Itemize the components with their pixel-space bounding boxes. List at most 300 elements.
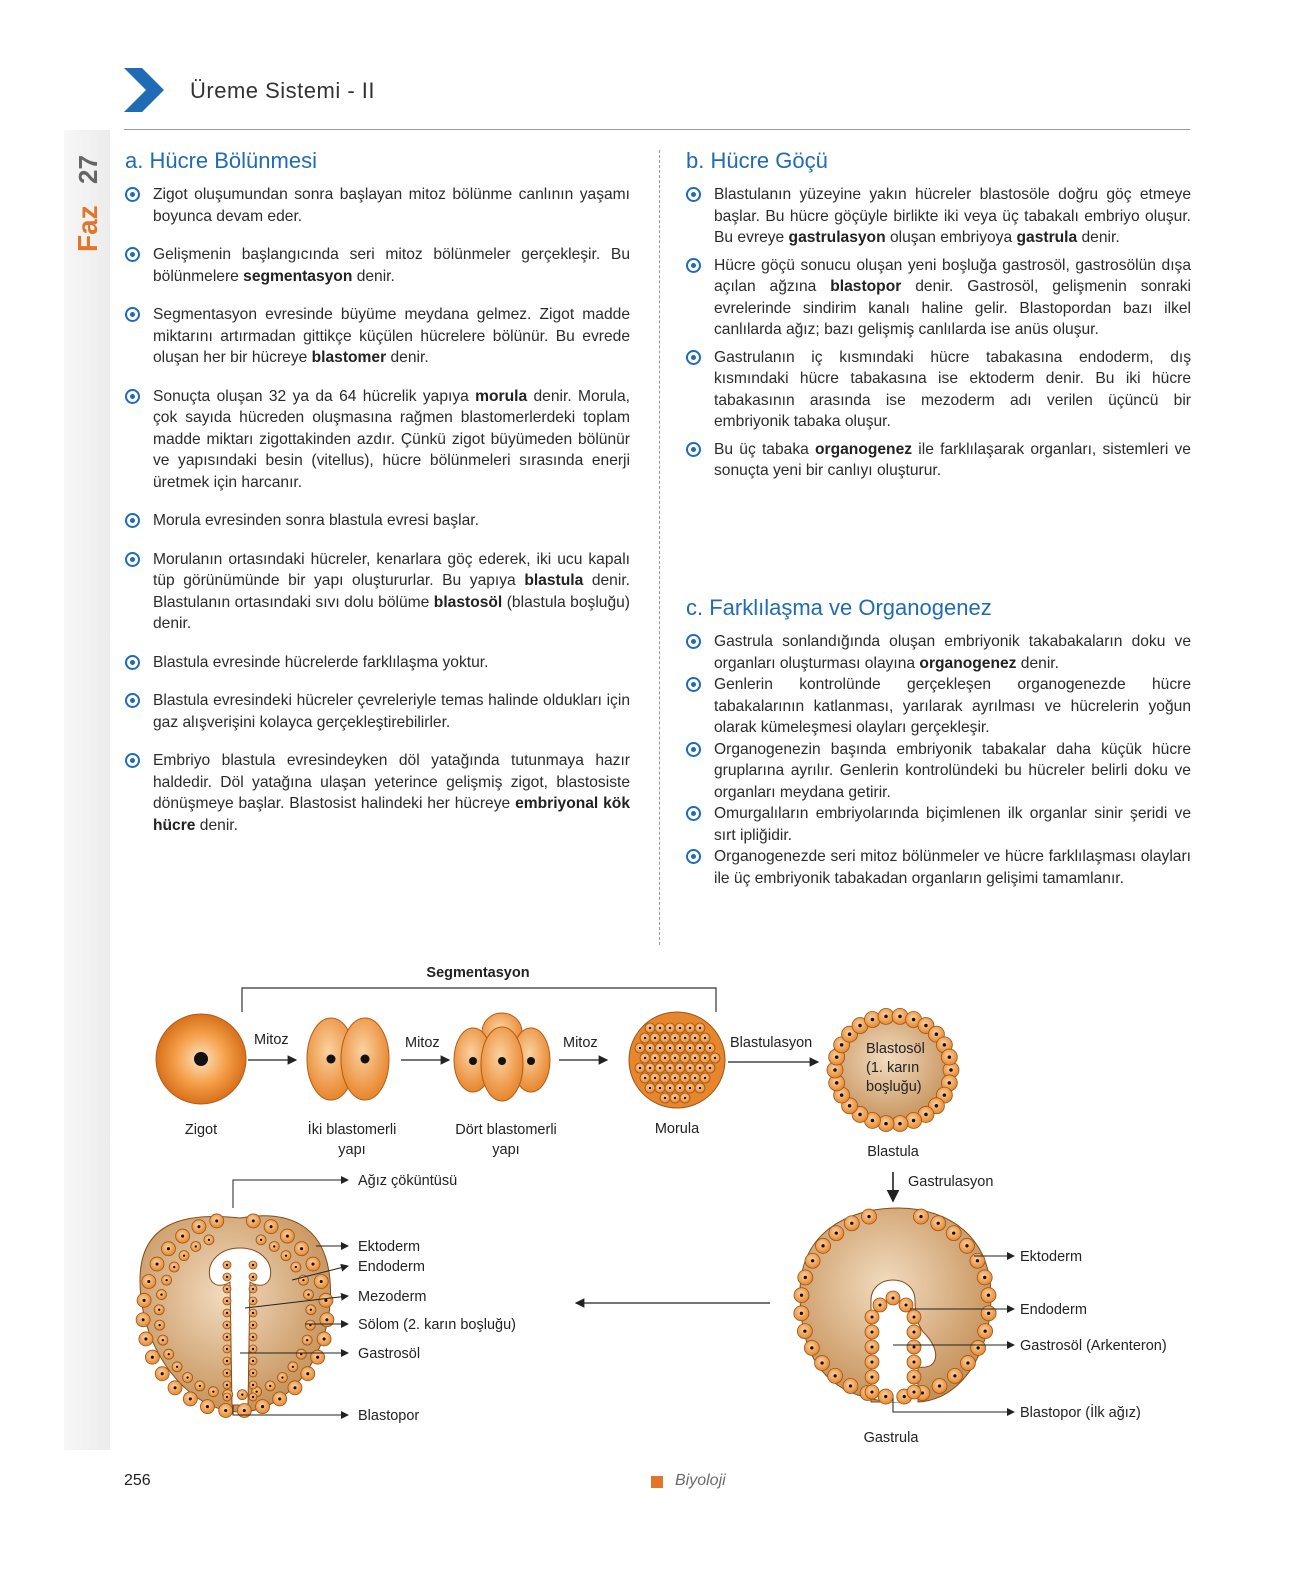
cell-nucleus	[840, 1043, 844, 1047]
bullet-icon	[125, 307, 140, 322]
cell-nucleus	[709, 1067, 711, 1069]
list-item	[125, 386, 630, 494]
cell-nucleus	[924, 1113, 928, 1117]
bold-term: blastopor	[830, 278, 902, 295]
side-tag	[71, 150, 103, 260]
cell-nucleus	[252, 1300, 254, 1302]
cell-nucleus	[943, 1093, 947, 1097]
cell-nucleus	[884, 1015, 888, 1019]
embryo-development-diagram	[0, 960, 1303, 1460]
cell-nucleus	[644, 1077, 646, 1079]
cell-nucleus	[976, 1346, 979, 1349]
bullet-icon	[125, 753, 140, 768]
bullet-list	[686, 631, 1191, 889]
cell-nucleus	[800, 1312, 803, 1315]
cell-nucleus	[694, 1037, 696, 1039]
bullet-icon	[125, 693, 140, 708]
cell-nucleus	[848, 1104, 852, 1108]
label-gastrulasyon: Gastrulasyon	[908, 1174, 994, 1190]
label-gastrula-blastopor: Blastopor (İlk ağız)	[1020, 1405, 1141, 1421]
text-run: denir.	[352, 267, 395, 285]
cell-nucleus	[226, 1372, 228, 1374]
bold-term: gastrulasyon	[788, 229, 886, 246]
cell-nucleus	[966, 1361, 969, 1364]
cell-nucleus	[912, 1390, 915, 1393]
cell-nucleus	[158, 1324, 160, 1326]
cell-nucleus	[269, 1385, 271, 1387]
text-run: denir.	[386, 349, 429, 366]
cell-nucleus	[953, 1374, 956, 1377]
gastrula-structure	[794, 1208, 996, 1404]
cell-nucleus	[987, 1294, 990, 1297]
side-tag-number: 27	[73, 155, 103, 184]
cell-nucleus	[684, 1057, 686, 1059]
cell-nucleus	[850, 1222, 853, 1225]
cell-nucleus	[311, 1263, 314, 1266]
cell-nucleus	[912, 1119, 916, 1123]
text-run: Morula evresinden sonra blastula evresi başlar.	[153, 512, 479, 529]
cell-nucleus	[273, 1245, 275, 1247]
label-gastrula-endoderm: Endoderm	[1020, 1302, 1087, 1318]
cell-nucleus	[983, 1329, 986, 1332]
cell-nucleus	[295, 1266, 297, 1268]
cell-nucleus	[215, 1219, 218, 1222]
cell-nucleus	[948, 1081, 952, 1085]
cell-nucleus	[835, 1081, 839, 1085]
cell-nucleus	[884, 1395, 887, 1398]
cell-nucleus	[243, 1409, 246, 1412]
cell-nucleus	[714, 1057, 716, 1059]
cell-nucleus	[870, 1330, 873, 1333]
cell-nucleus	[679, 1027, 681, 1029]
cell-nucleus	[260, 1239, 262, 1241]
cell-nucleus	[912, 1375, 915, 1378]
cell-nucleus	[848, 1032, 852, 1036]
cell-nucleus	[224, 1409, 227, 1412]
cell-nucleus	[833, 1068, 837, 1072]
cell-nucleus	[810, 1346, 813, 1349]
label-ektoderm: Ektoderm	[358, 1239, 421, 1255]
bullet-icon	[686, 742, 701, 757]
cell-nucleus	[226, 1336, 228, 1338]
list-item	[686, 439, 1191, 482]
section-title: a. Hücre Bölünmesi	[125, 148, 317, 173]
cell-nucleus	[255, 1390, 257, 1392]
cell-nucleus	[674, 1037, 676, 1039]
section-title: b. Hücre Göçü	[686, 148, 828, 173]
bullet-icon	[686, 187, 701, 202]
cell-nucleus	[226, 1384, 228, 1386]
cell-nucleus	[160, 1293, 162, 1295]
list-item	[686, 846, 1191, 889]
cell-nucleus	[664, 1037, 666, 1039]
cell-nucleus	[919, 1215, 922, 1218]
cell-nucleus	[659, 1027, 661, 1029]
cell-nucleus	[162, 1339, 164, 1341]
cell-nucleus	[252, 1396, 254, 1398]
label-iki-blastomerli: İki blastomerli	[307, 1122, 397, 1138]
text-run: denir.	[1016, 654, 1059, 672]
cell-nucleus	[143, 1299, 146, 1302]
bullet-list	[686, 184, 1191, 482]
cell-nucleus	[226, 1348, 228, 1350]
cell-nucleus	[903, 1395, 906, 1398]
cell-nucleus	[278, 1397, 281, 1400]
cell-nucleus	[849, 1384, 852, 1387]
cell-nucleus	[870, 1390, 873, 1393]
cell-nucleus	[952, 1232, 955, 1235]
label-segmentasyon: Segmentasyon	[426, 965, 530, 981]
cell-nucleus	[689, 1087, 691, 1089]
cell-nucleus	[293, 1386, 296, 1389]
cell-nucleus	[226, 1276, 228, 1278]
bold-term: organogenez	[815, 440, 913, 458]
cell-nucleus	[168, 1353, 170, 1355]
cell-nucleus	[938, 1384, 941, 1387]
cell-nucleus	[281, 1376, 283, 1378]
cell-nucleus	[252, 1276, 254, 1278]
cell-nucleus	[804, 1276, 807, 1279]
cell-nucleus	[803, 1329, 806, 1332]
cell-nucleus	[821, 1244, 824, 1247]
cell-nucleus	[870, 1360, 873, 1363]
cell-nucleus	[306, 1339, 308, 1341]
cell-nucleus	[300, 1247, 303, 1250]
cell-nucleus	[704, 1057, 706, 1059]
cell-nucleus	[704, 1077, 706, 1079]
text-run: Sonuçta oluşan 32 ya da 64 hücrelik yapıya	[153, 387, 476, 405]
cell-nucleus	[226, 1312, 228, 1314]
cell-nucleus	[226, 1324, 228, 1326]
list-item	[686, 347, 1191, 433]
label-blastulasyon: Blastulasyon	[730, 1035, 813, 1051]
list-item	[125, 244, 630, 287]
label-solom: Sölom (2. karın boşluğu)	[358, 1317, 516, 1333]
bullet-icon	[125, 552, 140, 567]
bullet-list	[125, 184, 630, 836]
cell-nucleus	[709, 1047, 711, 1049]
label-dort-blastomerli: Dört blastomerli	[455, 1122, 557, 1138]
cell-nucleus	[307, 1293, 309, 1295]
text-run: Omurgalıların embriyolarında biçimlenen ilk organlar sinir şeridi ve sırt ipliğidir.	[714, 805, 1191, 844]
four-cell-stage	[454, 1013, 550, 1101]
bullet-icon	[686, 634, 701, 649]
cell-nucleus	[173, 1266, 175, 1268]
cell-nucleus	[679, 1067, 681, 1069]
cell-nucleus	[252, 1324, 254, 1326]
list-item	[125, 652, 630, 674]
cell-nucleus	[965, 1244, 968, 1247]
cell-nucleus	[292, 1366, 294, 1368]
cell-nucleus	[679, 1047, 681, 1049]
cell-nucleus	[649, 1027, 651, 1029]
cell-nucleus	[649, 1067, 651, 1069]
cell-nucleus	[871, 1018, 875, 1022]
cell-nucleus	[644, 1037, 646, 1039]
cell-nucleus	[800, 1294, 803, 1297]
cell-nucleus	[891, 1296, 894, 1299]
cell-nucleus	[689, 1067, 691, 1069]
cell-nucleus	[144, 1337, 147, 1340]
cell-nucleus	[206, 1405, 209, 1408]
label-blastosol: Blastosöl	[866, 1041, 925, 1057]
cell-nucleus	[252, 1288, 254, 1290]
cell-nucleus	[867, 1215, 870, 1218]
cell-nucleus	[699, 1047, 701, 1049]
list-item	[686, 739, 1191, 804]
cell-nucleus	[898, 1015, 902, 1019]
cell-nucleus	[324, 1299, 327, 1302]
text-run: Organogenezin başında embriyonik tabakalar daha küçük hücre gruplarına ayrılır. Genlerin kontrolündeki bu hücreler belirli doku ve organları meydana getirir.	[714, 740, 1191, 801]
cell-nucleus	[943, 1043, 947, 1047]
cell-nucleus	[884, 1122, 888, 1126]
header-divider	[124, 129, 1190, 130]
cell-nucleus	[261, 1405, 264, 1408]
label-gastrula: Gastrula	[863, 1430, 919, 1446]
text-run: Gastrula sonlandığında oluşan embriyonik takabakaların doku ve organları oluşturması olayına	[714, 633, 1191, 672]
cell-nucleus	[649, 1087, 651, 1089]
cell-nucleus	[181, 1235, 184, 1238]
cell-nucleus	[689, 1027, 691, 1029]
label-blastopor: Blastopor	[358, 1408, 420, 1424]
cell-nucleus	[639, 1047, 641, 1049]
cell-nucleus	[252, 1360, 254, 1362]
cell-nucleus	[649, 1047, 651, 1049]
list-item	[686, 674, 1191, 739]
cell-nucleus	[644, 1057, 646, 1059]
cell-nucleus	[684, 1077, 686, 1079]
cell-nucleus	[199, 1385, 201, 1387]
cell-nucleus	[659, 1067, 661, 1069]
cell-nucleus	[285, 1254, 287, 1256]
bullet-icon	[125, 247, 140, 262]
cell-nucleus	[302, 1279, 304, 1281]
label-morula: Morula	[654, 1121, 700, 1137]
cell-nucleus	[226, 1360, 228, 1362]
bold-term: blastula	[524, 572, 584, 589]
text-run: Hücre göçü sonucu oluşan yeni boşluğa gastrosöl, gastrosölün dışa açılan ağzına	[714, 256, 1191, 295]
bullet-icon	[686, 849, 701, 864]
cell-nucleus	[226, 1264, 228, 1266]
cell-nucleus	[654, 1057, 656, 1059]
list-item	[686, 631, 1191, 674]
bold-term: segmentasyon	[243, 267, 353, 285]
bullet-icon	[125, 389, 140, 404]
label-mezoderm: Mezoderm	[358, 1289, 427, 1305]
cell-nucleus	[241, 1393, 243, 1395]
bullet-icon	[686, 258, 701, 273]
cell-nucleus	[226, 1396, 228, 1398]
bold-term: gastrula	[1016, 229, 1078, 246]
cell-nucleus	[654, 1037, 656, 1039]
text-run: (blastula boşluğu) denir.	[153, 593, 630, 632]
bold-term: blastosöl	[433, 593, 503, 611]
text-run: denir.	[1077, 229, 1120, 246]
cell-nucleus	[306, 1372, 309, 1375]
text-run: Embriyo blastula evresindeyken döl yatağında tutunmaya hazır haldedir. Döl yatağına ulaşan yeterince gelişmiş zigot, blastosiste dönüşmeye başlar. Blastosist halindeki her hücreye	[153, 752, 630, 812]
cell-nucleus	[252, 1372, 254, 1374]
bullet-icon	[686, 806, 701, 821]
cell-nucleus	[325, 1318, 328, 1321]
cell-nucleus	[684, 1037, 686, 1039]
label-mitoz-1: Mitoz	[254, 1032, 289, 1048]
text-run: denir.	[195, 816, 238, 834]
cell-nucleus	[870, 1315, 873, 1318]
cell-nucleus	[654, 1077, 656, 1079]
cell-nucleus	[669, 1047, 671, 1049]
text-run: denir. Morula, çok sayıda hücreden oluşmasına rağmen blastomerlerdeki toplam madde miktarı zigottakinden azdır. Çünkü zigot büyümeden bölünür ve yapısındaki besin (vitellus), hücre bölünmeleri sırasında enerji üretmek için harcanır.	[153, 387, 630, 491]
cell-nucleus	[226, 1300, 228, 1302]
page-title: Üreme Sistemi - II	[190, 78, 376, 103]
text-run: denir. Gastrosöl, gelişmenin sonraki evrelerinde sindirim kanalı haline gelir. Blastopordan bazı ilkel canlılarda ağız; bazı gelişmiş canlılarda ise anüs oluşur.	[714, 278, 1191, 338]
bullet-icon	[686, 350, 701, 365]
cell-nucleus	[664, 1057, 666, 1059]
list-item	[686, 803, 1191, 846]
label-gastrula-ektoderm: Ektoderm	[1020, 1249, 1083, 1265]
cell-nucleus	[835, 1232, 838, 1235]
cell-nucleus	[183, 1254, 185, 1256]
cell-nucleus	[983, 1276, 986, 1279]
cell-nucleus	[320, 1280, 323, 1283]
section-cell-migration	[686, 148, 1191, 488]
bullet-icon	[125, 513, 140, 528]
subject-marker	[651, 1476, 663, 1488]
text-run: Blastula evresindeki hücreler çevreleriyle temas halinde oldukları için gaz alışverişini kolayca gerçekleştirebilirler.	[153, 692, 630, 731]
bold-term: morula	[475, 387, 528, 405]
label-gastrosol: Gastrosöl	[358, 1346, 421, 1362]
zigot-cell	[156, 1014, 246, 1104]
bullet-icon	[125, 187, 140, 202]
list-item	[686, 255, 1191, 341]
section-cell-division	[125, 148, 630, 853]
cell-nucleus	[912, 1315, 915, 1318]
cell-nucleus	[694, 1077, 696, 1079]
cell-nucleus	[840, 1093, 844, 1097]
cell-nucleus	[158, 1309, 160, 1311]
label-gastrula-gastrosol: Gastrosöl (Arkenteron)	[1020, 1338, 1167, 1354]
cell-nucleus	[694, 1057, 696, 1059]
cell-nucleus	[689, 1047, 691, 1049]
text-run: Bu üç tabaka	[714, 440, 816, 458]
text-run: Segmentasyon evresinde büyüme meydana gelmez. Zigot madde miktarını artırmadan gittikçe küçülen hücrelere bölünür. Bu evrede oluşan her bir hücreye	[153, 306, 630, 366]
cell-nucleus	[935, 1032, 939, 1036]
text-run: Blastula evresinde hücrelerde farklılaşma yoktur.	[153, 653, 489, 671]
cell-nucleus	[189, 1397, 192, 1400]
cell-nucleus	[252, 1264, 254, 1266]
cell-nucleus	[674, 1057, 676, 1059]
cell-nucleus	[195, 1245, 197, 1247]
list-item	[125, 304, 630, 369]
chevron-right-icon	[124, 68, 164, 112]
bullet-icon	[686, 442, 701, 457]
label-blastula: Blastula	[867, 1144, 919, 1160]
cell-nucleus	[252, 1312, 254, 1314]
cell-nucleus	[252, 1348, 254, 1350]
list-item	[125, 510, 630, 532]
text-run: ile farklılaşarak organları, sistemleri ve sonuçta yeni bir canlıyı oluşturur.	[714, 440, 1191, 479]
morula-cell-cluster	[629, 1012, 725, 1108]
cell-nucleus	[186, 1376, 188, 1378]
list-item	[686, 184, 1191, 249]
cell-nucleus	[316, 1356, 319, 1359]
cell-nucleus	[904, 1303, 907, 1306]
text-run: Blastulanın yüzeyine yakın hücreler blastosöle doğru göç etmeye başlar. Bu hücre göçüyle birlikte iki veya üç tabakalı embriyo oluşur. Bu evreye	[714, 186, 1191, 246]
cell-nucleus	[151, 1356, 154, 1359]
cell-nucleus	[197, 1225, 200, 1228]
cell-nucleus	[226, 1288, 228, 1290]
cell-nucleus	[684, 1097, 686, 1099]
section-differentiation	[686, 595, 1191, 889]
text-run: Gastrulanın iç kısmındaki hücre tabakasına endoderm, dış kısmındaki hücre tabakasına ise ektoderm denir. Bu iki hücre tabakasının arasında ise mezoderm adı verilen üçüncü bir embriyonik tabaka oluşur.	[714, 348, 1191, 430]
cell-nucleus	[664, 1097, 666, 1099]
cell-nucleus	[704, 1037, 706, 1039]
cell-nucleus	[912, 1345, 915, 1348]
cell-nucleus	[898, 1122, 902, 1126]
cell-nucleus	[669, 1067, 671, 1069]
bold-term: blastomer	[311, 349, 387, 366]
label-blastosol-2: (1. karın	[866, 1060, 920, 1076]
cell-nucleus	[937, 1222, 940, 1225]
label-endoderm: Endoderm	[358, 1259, 425, 1275]
cell-nucleus	[912, 1330, 915, 1333]
text-run: Zigot oluşumundan sonra başlayan mitoz bölünme canlının yaşamı boyunca devam eder.	[153, 186, 630, 225]
cell-nucleus	[161, 1372, 164, 1375]
text-run: Organogenezde seri mitoz bölünmeler ve hücre farklılaşması olayları ile üç embriyonik tabakadan organların gelişimi tamamlanır.	[714, 848, 1191, 887]
text-run: oluşan embriyoya	[885, 229, 1017, 246]
cell-nucleus	[811, 1259, 814, 1262]
column-divider	[659, 150, 660, 945]
cell-nucleus	[252, 1336, 254, 1338]
bold-term: organogenez	[919, 654, 1017, 672]
section-title: c. Farklılaşma ve Organogenez	[686, 595, 992, 620]
cell-nucleus	[858, 1024, 862, 1028]
cell-nucleus	[820, 1361, 823, 1364]
late-gastrula-structure	[136, 1214, 334, 1418]
label-blastosol-3: boşluğu)	[866, 1079, 922, 1095]
cell-nucleus	[858, 1113, 862, 1117]
cell-nucleus	[674, 1077, 676, 1079]
cell-nucleus	[935, 1104, 939, 1108]
bullet-icon	[686, 677, 701, 692]
label-agiz-cokuntusu: Ağız çöküntüsü	[358, 1173, 458, 1189]
cell-nucleus	[167, 1247, 170, 1250]
text-run: Morulanın ortasındaki hücreler, kenarlara göç ederek, iki ucu kapalı tüp görünümünde bir yapı oluştururlar. Bu yapıya	[153, 550, 630, 589]
cell-nucleus	[699, 1087, 701, 1089]
cell-nucleus	[912, 1360, 915, 1363]
cell-nucleus	[252, 1384, 254, 1386]
page-number: 256	[124, 1472, 151, 1489]
list-item	[125, 750, 630, 836]
label-dort-blastomerli-yapi: yapı	[492, 1142, 520, 1158]
cell-nucleus	[323, 1337, 326, 1340]
cell-nucleus	[833, 1374, 836, 1377]
cell-nucleus	[949, 1068, 953, 1072]
cell-nucleus	[155, 1263, 158, 1266]
cell-nucleus	[664, 1077, 666, 1079]
cell-nucleus	[924, 1024, 928, 1028]
cell-nucleus	[699, 1027, 701, 1029]
label-mitoz-3: Mitoz	[563, 1035, 598, 1051]
cell-nucleus	[659, 1047, 661, 1049]
cell-nucleus	[310, 1309, 312, 1311]
cell-nucleus	[870, 1375, 873, 1378]
cell-nucleus	[669, 1027, 671, 1029]
subject-label: Biyoloji	[675, 1472, 726, 1489]
cell-nucleus	[674, 1097, 676, 1099]
side-tag-label: Faz	[72, 205, 103, 252]
cell-nucleus	[212, 1390, 214, 1392]
list-item	[125, 690, 630, 733]
